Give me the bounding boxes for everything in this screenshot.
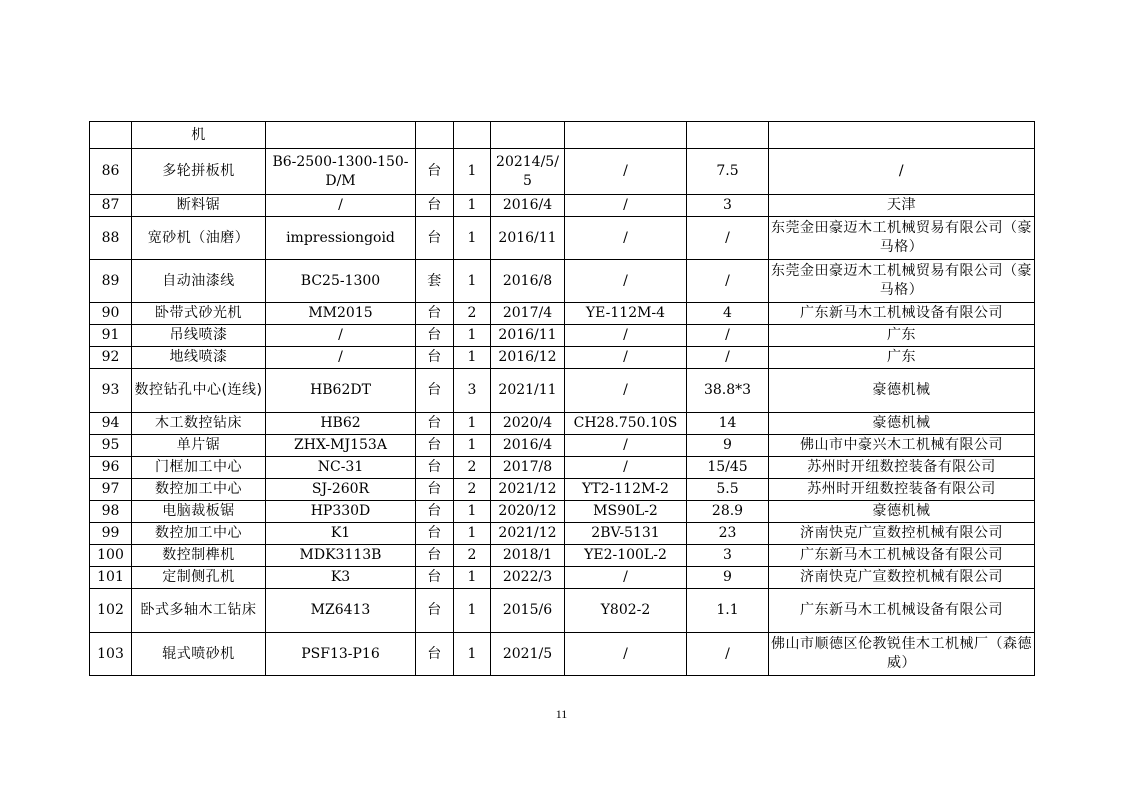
purchase-date-cell: 20214/5/5 — [491, 149, 565, 195]
power-cell: 14 — [687, 413, 769, 435]
power-cell: 28.9 — [687, 501, 769, 523]
purchase-date-cell: 2016/12 — [491, 347, 565, 369]
unit-cell: 台 — [416, 435, 454, 457]
model-cell: HP330D — [266, 501, 416, 523]
unit-cell: 台 — [416, 523, 454, 545]
row-number-cell: 98 — [90, 501, 132, 523]
quantity-cell: 1 — [454, 523, 491, 545]
equipment-name-cell: 门框加工中心 — [132, 457, 266, 479]
motor-model-cell: YE-112M-4 — [565, 303, 687, 325]
table-row — [90, 435, 1035, 457]
model-cell: K3 — [266, 567, 416, 589]
row-number-cell — [90, 122, 132, 149]
manufacturer-cell: 苏州时开纽数控装备有限公司 — [769, 457, 1035, 479]
power-cell: 3 — [687, 545, 769, 567]
quantity-cell: 2 — [454, 457, 491, 479]
power-cell: 1.1 — [687, 589, 769, 633]
unit-cell: 台 — [416, 567, 454, 589]
manufacturer-cell: 广东新马木工机械设备有限公司 — [769, 545, 1035, 567]
model-cell: / — [266, 347, 416, 369]
equipment-name-cell: 卧带式砂光机 — [132, 303, 266, 325]
unit-cell: 台 — [416, 589, 454, 633]
purchase-date-cell: 2016/8 — [491, 260, 565, 303]
purchase-date-cell: 2020/4 — [491, 413, 565, 435]
motor-model-cell: CH28.750.10S — [565, 413, 687, 435]
unit-cell: 台 — [416, 413, 454, 435]
equipment-name-cell: 木工数控钻床 — [132, 413, 266, 435]
purchase-date-cell: 2020/12 — [491, 501, 565, 523]
equipment-name-cell: 多轮拼板机 — [132, 149, 266, 195]
motor-model-cell: / — [565, 347, 687, 369]
page-number: 11 — [555, 707, 568, 721]
manufacturer-cell: 济南快克广宣数控机械有限公司 — [769, 523, 1035, 545]
model-cell: impressiongoid — [266, 217, 416, 260]
purchase-date-cell: 2021/12 — [491, 523, 565, 545]
power-cell: / — [687, 260, 769, 303]
power-cell: 7.5 — [687, 149, 769, 195]
row-number-cell: 87 — [90, 195, 132, 217]
model-cell: HB62 — [266, 413, 416, 435]
table-row — [90, 501, 1035, 523]
row-number-cell: 92 — [90, 347, 132, 369]
row-number-cell: 93 — [90, 369, 132, 413]
quantity-cell: 1 — [454, 567, 491, 589]
motor-model-cell: YT2-112M-2 — [565, 479, 687, 501]
purchase-date-cell — [491, 122, 565, 149]
model-cell: K1 — [266, 523, 416, 545]
row-number-cell: 101 — [90, 567, 132, 589]
model-cell: B6-2500-1300-150-D/M — [266, 149, 416, 195]
model-cell: SJ-260R — [266, 479, 416, 501]
equipment-name-cell: 卧式多轴木工钻床 — [132, 589, 266, 633]
model-cell: HB62DT — [266, 369, 416, 413]
manufacturer-cell: 东莞金田豪迈木工机械贸易有限公司（豪马格） — [769, 217, 1035, 260]
motor-model-cell: / — [565, 567, 687, 589]
model-cell: BC25-1300 — [266, 260, 416, 303]
quantity-cell: 1 — [454, 195, 491, 217]
power-cell — [687, 122, 769, 149]
motor-model-cell: YE2-100L-2 — [565, 545, 687, 567]
row-number-cell: 100 — [90, 545, 132, 567]
model-cell: MZ6413 — [266, 589, 416, 633]
manufacturer-cell: 广东 — [769, 347, 1035, 369]
unit-cell: 台 — [416, 457, 454, 479]
manufacturer-cell: 佛山市中豪兴木工机械有限公司 — [769, 435, 1035, 457]
manufacturer-cell — [769, 122, 1035, 149]
unit-cell: 台 — [416, 217, 454, 260]
unit-cell: 台 — [416, 633, 454, 676]
power-cell: 23 — [687, 523, 769, 545]
motor-model-cell: / — [565, 633, 687, 676]
model-cell — [266, 122, 416, 149]
row-number-cell: 102 — [90, 589, 132, 633]
table-row — [90, 149, 1035, 195]
table-row — [90, 217, 1035, 260]
quantity-cell: 1 — [454, 260, 491, 303]
equipment-name-cell: 吊线喷漆 — [132, 325, 266, 347]
power-cell: 9 — [687, 567, 769, 589]
manufacturer-cell: 豪德机械 — [769, 369, 1035, 413]
row-number-cell: 95 — [90, 435, 132, 457]
equipment-name-cell: 定制侧孔机 — [132, 567, 266, 589]
table-row — [90, 122, 1035, 149]
unit-cell: 台 — [416, 149, 454, 195]
motor-model-cell: 2BV-5131 — [565, 523, 687, 545]
manufacturer-cell: 广东新马木工机械设备有限公司 — [769, 589, 1035, 633]
equipment-name-cell: 电脑裁板锯 — [132, 501, 266, 523]
motor-model-cell — [565, 122, 687, 149]
purchase-date-cell: 2015/6 — [491, 589, 565, 633]
unit-cell: 台 — [416, 347, 454, 369]
manufacturer-cell: 天津 — [769, 195, 1035, 217]
power-cell: 15/45 — [687, 457, 769, 479]
purchase-date-cell: 2016/11 — [491, 217, 565, 260]
motor-model-cell: / — [565, 325, 687, 347]
model-cell: NC-31 — [266, 457, 416, 479]
motor-model-cell: / — [565, 195, 687, 217]
manufacturer-cell: 苏州时开纽数控装备有限公司 — [769, 479, 1035, 501]
unit-cell: 台 — [416, 369, 454, 413]
quantity-cell — [454, 122, 491, 149]
quantity-cell: 1 — [454, 633, 491, 676]
power-cell: 9 — [687, 435, 769, 457]
quantity-cell: 2 — [454, 479, 491, 501]
power-cell: 3 — [687, 195, 769, 217]
model-cell: / — [266, 325, 416, 347]
purchase-date-cell: 2021/11 — [491, 369, 565, 413]
equipment-name-cell: 数控钻孔中心(连线) — [132, 369, 266, 413]
quantity-cell: 1 — [454, 149, 491, 195]
equipment-name-cell: 断料锯 — [132, 195, 266, 217]
table-row — [90, 369, 1035, 413]
purchase-date-cell: 2016/11 — [491, 325, 565, 347]
quantity-cell: 1 — [454, 413, 491, 435]
quantity-cell: 1 — [454, 435, 491, 457]
quantity-cell: 1 — [454, 217, 491, 260]
table-row — [90, 567, 1035, 589]
quantity-cell: 3 — [454, 369, 491, 413]
quantity-cell: 1 — [454, 589, 491, 633]
motor-model-cell: / — [565, 217, 687, 260]
motor-model-cell: / — [565, 435, 687, 457]
unit-cell — [416, 122, 454, 149]
unit-cell: 台 — [416, 545, 454, 567]
row-number-cell: 91 — [90, 325, 132, 347]
row-number-cell: 90 — [90, 303, 132, 325]
manufacturer-cell: 广东 — [769, 325, 1035, 347]
motor-model-cell: Y802-2 — [565, 589, 687, 633]
purchase-date-cell: 2017/4 — [491, 303, 565, 325]
row-number-cell: 86 — [90, 149, 132, 195]
row-number-cell: 96 — [90, 457, 132, 479]
model-cell: MM2015 — [266, 303, 416, 325]
motor-model-cell: / — [565, 260, 687, 303]
manufacturer-cell: 豪德机械 — [769, 413, 1035, 435]
model-cell: PSF13-P16 — [266, 633, 416, 676]
quantity-cell: 1 — [454, 325, 491, 347]
row-number-cell: 97 — [90, 479, 132, 501]
power-cell: 38.8*3 — [687, 369, 769, 413]
table-row — [90, 325, 1035, 347]
table-row — [90, 457, 1035, 479]
manufacturer-cell: 东莞金田豪迈木工机械贸易有限公司（豪马格） — [769, 260, 1035, 303]
equipment-table — [89, 121, 1035, 676]
unit-cell: 台 — [416, 325, 454, 347]
power-cell: 5.5 — [687, 479, 769, 501]
manufacturer-cell: 佛山市顺德区伦教锐佳木工机械厂（森德威） — [769, 633, 1035, 676]
equipment-name-cell: 数控加工中心 — [132, 523, 266, 545]
purchase-date-cell: 2022/3 — [491, 567, 565, 589]
table-row — [90, 545, 1035, 567]
equipment-name-cell: 机 — [132, 122, 266, 149]
power-cell: / — [687, 347, 769, 369]
equipment-name-cell: 数控加工中心 — [132, 479, 266, 501]
unit-cell: 套 — [416, 260, 454, 303]
quantity-cell: 1 — [454, 347, 491, 369]
equipment-name-cell: 自动油漆线 — [132, 260, 266, 303]
row-number-cell: 103 — [90, 633, 132, 676]
table-row — [90, 260, 1035, 303]
equipment-name-cell: 辊式喷砂机 — [132, 633, 266, 676]
unit-cell: 台 — [416, 501, 454, 523]
table-row — [90, 303, 1035, 325]
purchase-date-cell: 2017/8 — [491, 457, 565, 479]
row-number-cell: 94 — [90, 413, 132, 435]
table-row — [90, 195, 1035, 217]
purchase-date-cell: 2016/4 — [491, 195, 565, 217]
model-cell: MDK3113B — [266, 545, 416, 567]
power-cell: / — [687, 217, 769, 260]
motor-model-cell: / — [565, 149, 687, 195]
power-cell: 4 — [687, 303, 769, 325]
model-cell: / — [266, 195, 416, 217]
purchase-date-cell: 2018/1 — [491, 545, 565, 567]
motor-model-cell: / — [565, 457, 687, 479]
quantity-cell: 2 — [454, 303, 491, 325]
power-cell: / — [687, 325, 769, 347]
power-cell: / — [687, 633, 769, 676]
unit-cell: 台 — [416, 479, 454, 501]
row-number-cell: 88 — [90, 217, 132, 260]
quantity-cell: 2 — [454, 545, 491, 567]
equipment-name-cell: 单片锯 — [132, 435, 266, 457]
purchase-date-cell: 2021/12 — [491, 479, 565, 501]
row-number-cell: 99 — [90, 523, 132, 545]
manufacturer-cell: 豪德机械 — [769, 501, 1035, 523]
purchase-date-cell: 2021/5 — [491, 633, 565, 676]
purchase-date-cell: 2016/4 — [491, 435, 565, 457]
equipment-name-cell: 宽砂机（油磨） — [132, 217, 266, 260]
model-cell: ZHX-MJ153A — [266, 435, 416, 457]
equipment-table-body — [90, 122, 1035, 676]
table-row — [90, 523, 1035, 545]
row-number-cell: 89 — [90, 260, 132, 303]
unit-cell: 台 — [416, 195, 454, 217]
motor-model-cell: MS90L-2 — [565, 501, 687, 523]
quantity-cell: 1 — [454, 501, 491, 523]
unit-cell: 台 — [416, 303, 454, 325]
table-row — [90, 589, 1035, 633]
table-row — [90, 413, 1035, 435]
table-row — [90, 633, 1035, 676]
manufacturer-cell: / — [769, 149, 1035, 195]
equipment-name-cell: 数控制榫机 — [132, 545, 266, 567]
manufacturer-cell: 济南快克广宣数控机械有限公司 — [769, 567, 1035, 589]
equipment-name-cell: 地线喷漆 — [132, 347, 266, 369]
table-row — [90, 479, 1035, 501]
motor-model-cell: / — [565, 369, 687, 413]
manufacturer-cell: 广东新马木工机械设备有限公司 — [769, 303, 1035, 325]
table-row — [90, 347, 1035, 369]
